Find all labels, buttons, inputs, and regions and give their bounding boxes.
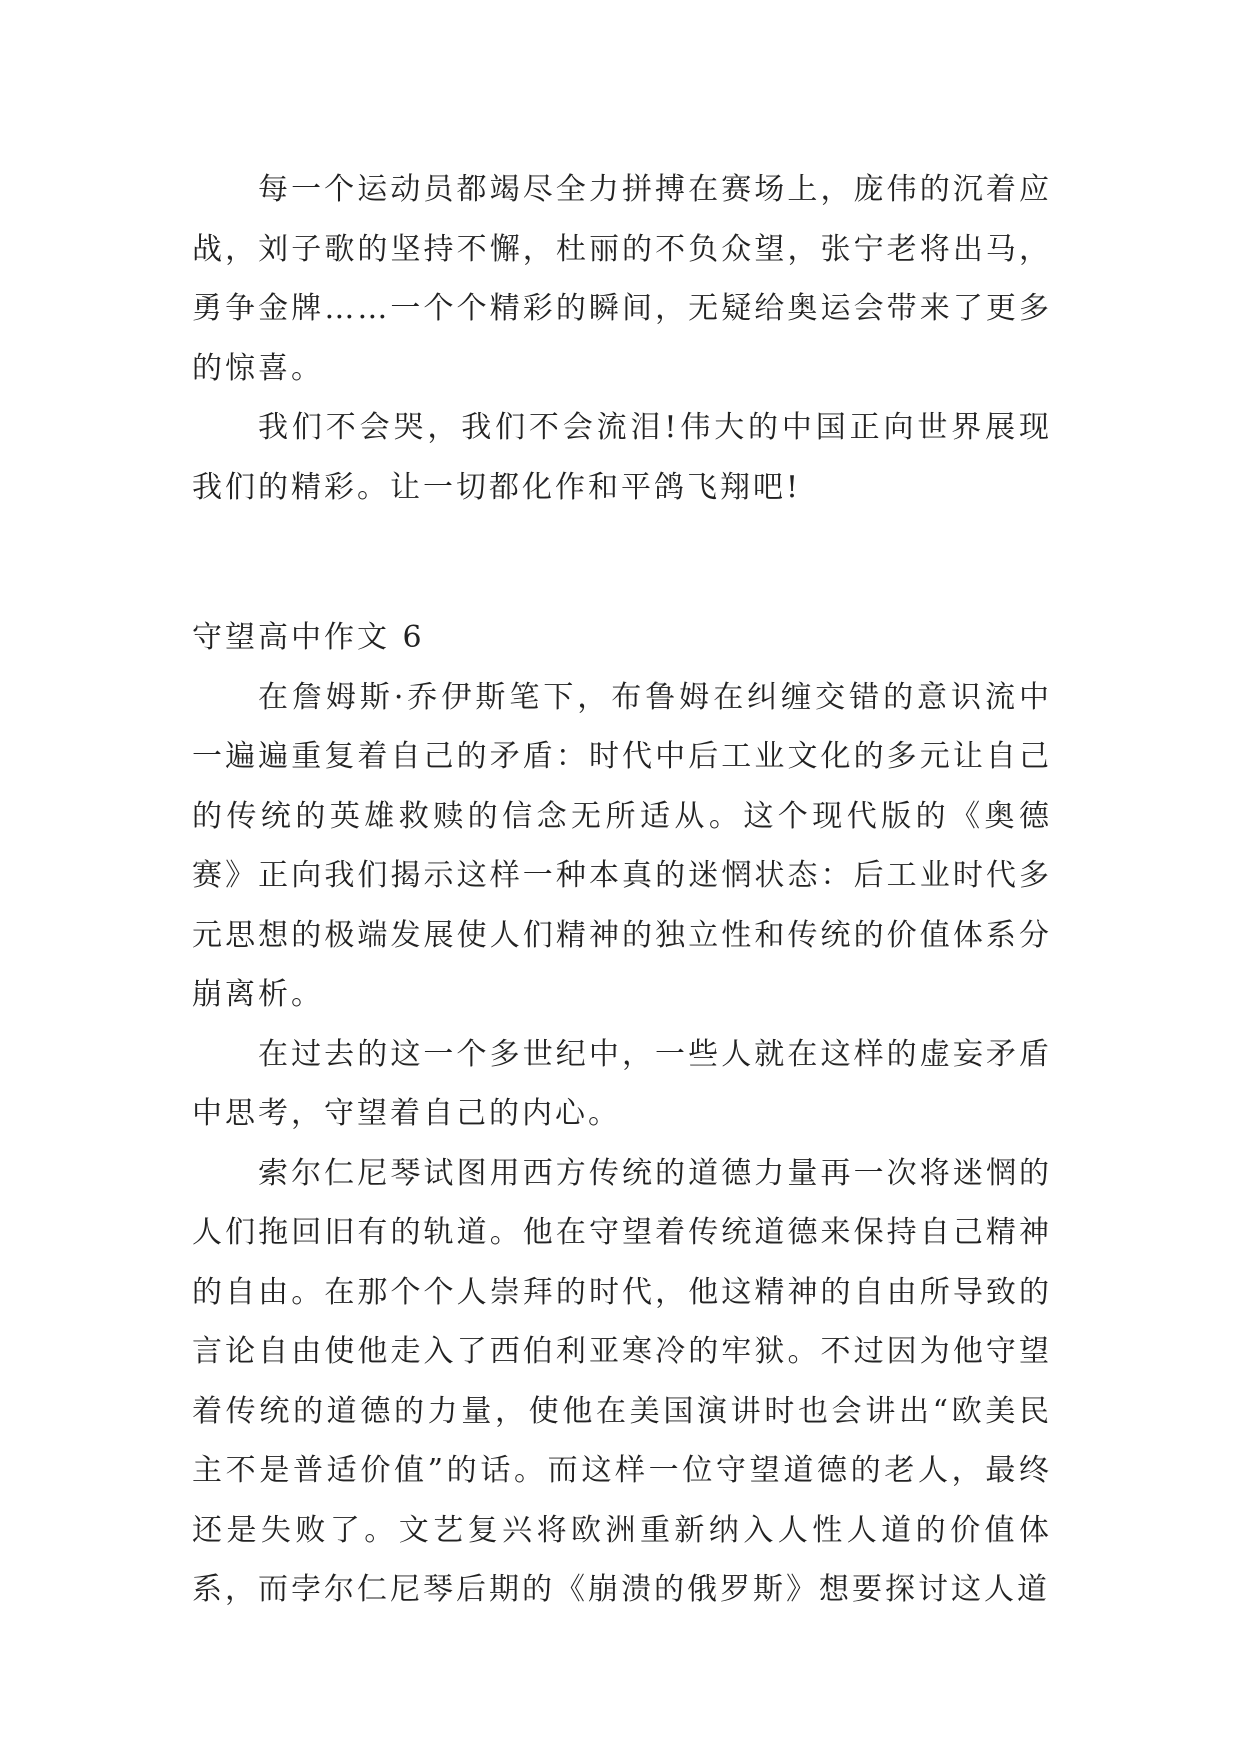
paragraph-no-tears: 我们不会哭，我们不会流泪!伟大的中国正向世界展现我们的精彩。让一切都化作和平鸽飞翔吧! [192,410,1052,505]
paragraph-joyce: 在詹姆斯·乔伊斯笔下，布鲁姆在纠缠交错的意识流中一遍遍重复着自己的矛盾：时代中后工业文化的多元让自己的传统的英雄救赎的信念无所适从。这个现代版的《奥德赛》正向我们揭示这样一种本真的迷惘状态：后工业时代多元思想的极端发展使人们精神的独立性和传统的价值体系分崩离析。 [192,679,1052,1012]
section-gap [192,517,1052,608]
paragraph-century: 在过去的这一个多世纪中，一些人就在这样的虚妄矛盾中思考，守望着自己的内心。 [192,1036,1052,1131]
paragraph-solzhenitsyn: 索尔仁尼琴试图用西方传统的道德力量再一次将迷惘的人们拖回旧有的轨道。他在守望着传统道德来保持自己精神的自由。在那个个人崇拜的时代，他这精神的自由所导致的言论自由使他走入了西伯利亚寒冷的牢狱。不过因为他守望着传统的道德的力量，使他在美国演讲时也会讲出“欧美民主不是普适价值”的话。而这样一位守望道德的老人，最终还是失败了。文艺复兴将欧洲重新纳入人性人道的价值体系，而孛尔仁尼琴后期的《崩溃的俄罗斯》想要探讨这人道 [192,1155,1052,1607]
paragraph-athletes: 每一个运动员都竭尽全力拼搏在赛场上，庞伟的沉着应战，刘子歌的坚持不懈，杜丽的不负众望，张宁老将出马，勇争金牌……一个个精彩的瞬间，无疑给奥运会带来了更多的惊喜。 [192,172,1052,386]
document-page [192,160,1052,1620]
section-title: 守望高中作文 6 [192,620,425,655]
